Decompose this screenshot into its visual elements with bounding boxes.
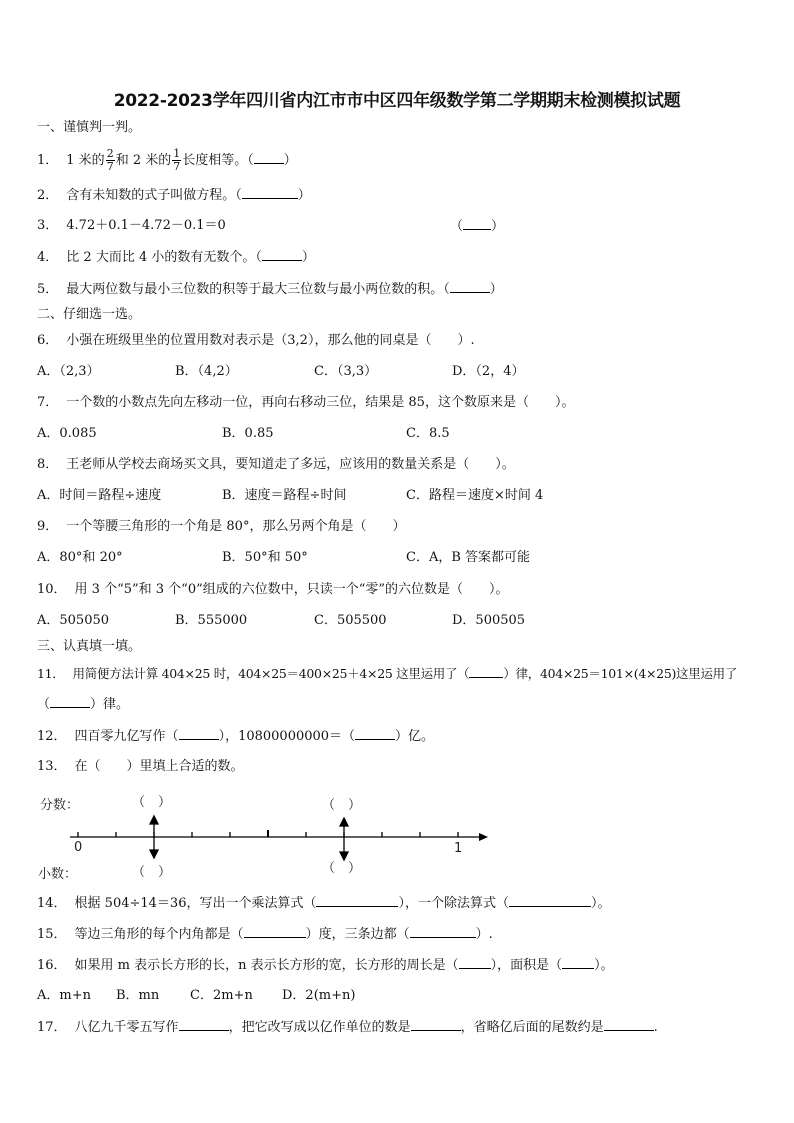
- fraction-label: 分数：: [40, 798, 80, 813]
- question-3: [37, 217, 226, 235]
- axis-arrow-icon: [479, 833, 488, 841]
- question-text: ）。: [594, 958, 614, 973]
- option-c[interactable]: C．505500: [314, 613, 387, 628]
- decimal-answer-paren-1[interactable]: （ ）: [132, 865, 172, 880]
- pointer-arrows-2: [340, 818, 348, 860]
- page-title: 2022-2023学年四川省内江市市中区四年级数学第二学期期末检测模拟试题: [113, 91, 681, 111]
- answer-blank[interactable]: [179, 1018, 229, 1031]
- option-a[interactable]: A．时间＝路程÷速度: [37, 488, 162, 503]
- question-text: 八亿九千零五写作: [74, 1020, 179, 1035]
- fraction-numerator: 1: [173, 147, 181, 160]
- option-c[interactable]: C．路程＝速度×时间 4: [406, 488, 544, 503]
- option-a[interactable]: A．505050: [37, 613, 110, 628]
- question-number: 14．: [37, 896, 67, 911]
- answer-blank[interactable]: [355, 727, 395, 740]
- option-c[interactable]: C．2m+n: [190, 988, 253, 1003]
- decimal-label: 小数：: [38, 867, 78, 882]
- question-text: 四百零九亿写作（: [74, 729, 179, 744]
- answer-blank[interactable]: [262, 248, 302, 261]
- question-number: 4．: [37, 250, 59, 265]
- answer-blank[interactable]: [450, 280, 490, 293]
- question-number: 11．: [37, 666, 65, 681]
- question-text: 王老师从学校去商场买文具，要知道走了多远，应该用的数量关系是（ ）。: [66, 457, 515, 472]
- question-14: [37, 894, 611, 913]
- question-number: 10．: [37, 582, 67, 597]
- section-heading-3: 三、认真填一填。: [37, 639, 142, 654]
- question-number: 5．: [37, 282, 59, 297]
- question-text: ），面积是（: [490, 958, 563, 973]
- question-number: 2．: [37, 188, 59, 203]
- question-text: ），10800000000＝（: [218, 729, 356, 744]
- question-1: [37, 148, 297, 173]
- answer-blank[interactable]: [316, 894, 398, 907]
- question-text: 和 2 米的: [115, 153, 172, 168]
- question-15: [37, 925, 493, 944]
- question-11: [37, 665, 737, 683]
- section-heading-2: 二、仔细选一选。: [37, 307, 142, 322]
- answer-blank[interactable]: [469, 665, 503, 678]
- question-text: 一个等腰三角形的一个角是 80°，那么另两个角是（ ）: [66, 519, 406, 534]
- option-b[interactable]: B．速度＝路程÷时间: [222, 488, 347, 503]
- question-9: [37, 518, 405, 536]
- answer-blank[interactable]: [463, 217, 491, 230]
- option-a[interactable]: A．（2,3）: [37, 364, 100, 379]
- fraction-denominator: 7: [173, 160, 181, 173]
- option-a[interactable]: A．0.085: [37, 426, 97, 441]
- question-number: 12．: [37, 729, 67, 744]
- question-text: 含有未知数的式子叫做方程。（: [66, 188, 242, 203]
- question-12: [37, 727, 434, 746]
- answer-blank[interactable]: [411, 1018, 461, 1031]
- question-number: 13．: [37, 759, 67, 774]
- section-heading-1: 一、谨慎判一判。: [37, 120, 142, 135]
- question-text: 用简便方法计算 404×25 时，404×25＝400×25＋4×25 这里运用了（: [72, 666, 470, 681]
- question-number: 1．: [37, 153, 59, 168]
- question-text: ）: [301, 250, 315, 265]
- option-b[interactable]: B．0.85: [222, 426, 274, 441]
- question-text: ）: [489, 282, 503, 297]
- decimal-answer-paren-2[interactable]: （ ）: [322, 861, 362, 876]
- answer-blank[interactable]: [562, 956, 594, 969]
- question-text: ）律，404×25＝101×(4×25)这里运用了: [503, 666, 738, 681]
- question-13: [37, 758, 244, 776]
- axis-label-zero: 0: [74, 840, 83, 855]
- number-line-figure: [36, 782, 496, 888]
- question-text: ），一个除法算式（: [398, 896, 509, 911]
- option-c[interactable]: C．8.5: [406, 426, 450, 441]
- answer-blank[interactable]: [459, 956, 491, 969]
- answer-blank[interactable]: [244, 925, 306, 938]
- option-b[interactable]: B．（4,2）: [175, 364, 238, 379]
- answer-blank[interactable]: [604, 1018, 654, 1031]
- axis-label-one: 1: [454, 841, 463, 856]
- fraction-numerator: 2: [106, 147, 114, 160]
- option-d[interactable]: D．2(m+n): [282, 988, 356, 1003]
- option-a[interactable]: A．80°和 20°: [37, 550, 123, 565]
- question-number: 8．: [37, 457, 59, 472]
- question-text: ）: [491, 219, 505, 234]
- fraction-answer-paren-1[interactable]: （ ）: [132, 795, 172, 810]
- answer-blank[interactable]: [254, 151, 284, 164]
- question-text: ，把它改写成以亿作单位的数是: [228, 1020, 411, 1035]
- question-4: [37, 248, 315, 267]
- question-6: [37, 332, 475, 350]
- question-text: ）。: [591, 896, 611, 911]
- option-d[interactable]: D．（2，4）: [452, 364, 525, 379]
- question-10: [37, 581, 509, 599]
- question-7: [37, 394, 574, 412]
- fraction-answer-paren-2[interactable]: （ ）: [322, 798, 362, 813]
- option-b[interactable]: B．555000: [175, 613, 248, 628]
- fraction-denominator: 7: [106, 160, 114, 173]
- question-text: 用 3 个“5”和 3 个“0”组成的六位数中，只读一个“零”的六位数是（ ）。: [74, 582, 509, 597]
- answer-blank[interactable]: [242, 186, 298, 199]
- fraction-1-7: [172, 148, 181, 173]
- question-16: [37, 956, 614, 975]
- question-text: .: [653, 1020, 658, 1035]
- question-text: ）: [283, 153, 297, 168]
- option-b[interactable]: B．50°和 50°: [222, 550, 308, 565]
- question-text: ）度，三条边都（: [305, 927, 410, 942]
- question-text: （: [450, 219, 464, 234]
- question-text: ）律。: [90, 697, 130, 712]
- answer-blank[interactable]: [410, 925, 476, 938]
- question-number: 6．: [37, 333, 59, 348]
- question-number: 7．: [37, 395, 59, 410]
- question-2: [37, 186, 311, 205]
- question-text: 在（ ）里填上合适的数。: [74, 759, 244, 774]
- answer-blank[interactable]: [509, 894, 591, 907]
- question-text: 1 米的: [66, 153, 105, 168]
- option-d[interactable]: D．500505: [452, 613, 526, 628]
- question-text: 小强在班级里坐的位置用数对表示是（3,2），那么他的同桌是（ ）.: [66, 333, 475, 348]
- question-text: ）.: [475, 927, 493, 942]
- question-number: 15．: [37, 927, 67, 942]
- question-number: 17．: [37, 1020, 67, 1035]
- question-text: 4.72＋0.1－4.72－0.1＝0: [66, 218, 226, 233]
- question-5: [37, 280, 503, 299]
- question-text: 一个数的小数点先向左移动一位，再向右移动三位，结果是 85，这个数原来是（ ）。: [66, 395, 575, 410]
- question-text: 长度相等。（: [182, 153, 254, 168]
- question-text: ）亿。: [395, 729, 435, 744]
- question-text: ）: [297, 188, 311, 203]
- question-text: 等边三角形的每个内角都是（: [74, 927, 244, 942]
- question-number: 9．: [37, 519, 59, 534]
- question-number: 16．: [37, 958, 67, 973]
- question-text: ，省略亿后面的尾数约是: [460, 1020, 604, 1035]
- option-c[interactable]: C．（3,3）: [314, 364, 378, 379]
- question-17: [37, 1018, 658, 1037]
- question-text: （: [37, 697, 51, 712]
- fraction-2-7: [106, 148, 115, 173]
- question-11-continued: [37, 695, 129, 714]
- option-b[interactable]: B．mn: [116, 988, 160, 1003]
- axis-ticks: [78, 830, 458, 837]
- option-c[interactable]: C．A，B 答案都可能: [406, 550, 531, 565]
- option-a[interactable]: A．m+n: [37, 988, 91, 1003]
- question-3-answer: [450, 217, 504, 236]
- question-8: [37, 456, 515, 474]
- question-text: 根据 504÷14＝36，写出一个乘法算式（: [74, 896, 317, 911]
- question-text: 如果用 m 表示长方形的长，n 表示长方形的宽，长方形的周长是（: [74, 958, 459, 973]
- answer-blank[interactable]: [179, 727, 219, 740]
- question-text: 最大两位数与最小三位数的积等于最大三位数与最小两位数的积。（: [66, 282, 450, 297]
- question-number: 3．: [37, 218, 59, 233]
- question-text: 比 2 大而比 4 小的数有无数个。（: [66, 250, 262, 265]
- answer-blank[interactable]: [50, 695, 90, 708]
